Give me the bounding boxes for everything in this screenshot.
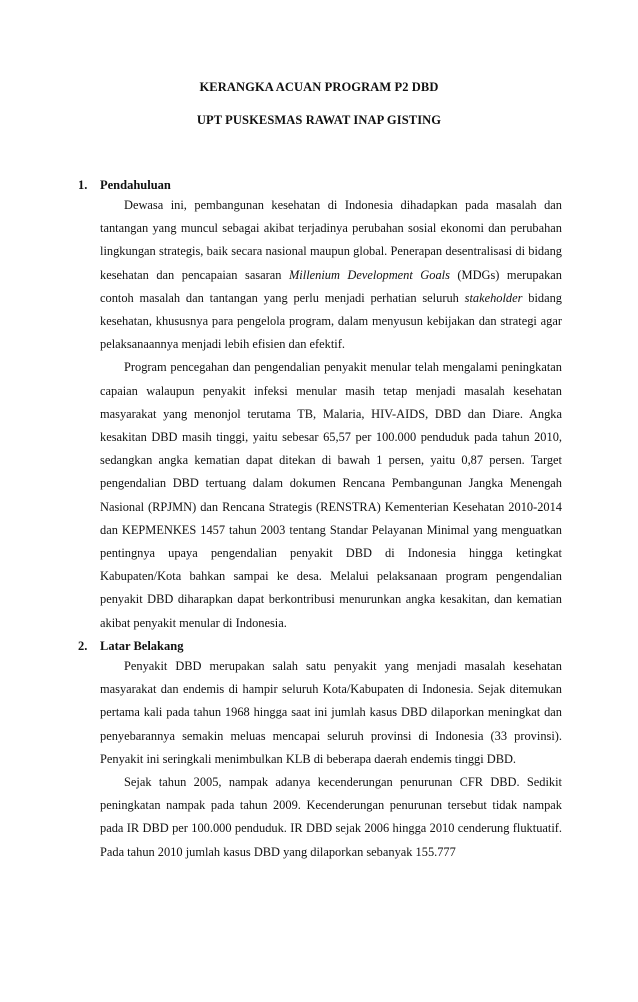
- paragraph: Penyakit DBD merupakan salah satu penyakit yang menjadi masalah kesehatan masyarakat dan endemis di hampir seluruh Kota/Kabupaten di Indonesia. Sejak ditemukan pertama kali pada tahun 1968 hingga saat ini jumlah kasus DBD dilaporkan meningkat dan penyebarannya semakin meluas mencapai seluruh provinsi di Indonesia (33 provinsi). Penyakit ini seringkali menimbulkan KLB di beberapa daerah endemis tinggi DBD.: [100, 659, 562, 766]
- paragraph: [100, 194, 562, 356]
- paragraph: Program pencegahan dan pengendalian penyakit menular telah mengalami peningkatan capaian walaupun penyakit infeksi menular masih tetap menjadi masalah kesehatan masyarakat yang menonjol terutama TB, Malaria, HIV-AIDS, DBD dan Diare. Angka kesakitan DBD masih tinggi, yaitu sebesar 65,57 per 100.000 penduduk pada tahun 2010, sedangkan angka kematian dapat ditekan di bawah 1 persen, yaitu 0,87 persen. Target pengendalian DBD tertuang dalam dokumen Rencana Pembangunan Jangka Menengah Nasional (RPJMN) dan Rencana Strategis (RENSTRA) Kementerian Kesehatan 2010-2014 dan KEPMENKES 1457 tahun 2003 tentang Standar Pelayanan Minimal yang menguatkan pentingnya upaya pengendalian penyakit DBD di Indonesia hingga ketingkat Kabupaten/Kota bahkan sampai ke desa. Melalui pelaksanaan program pengendalian penyakit DBD diharapkan dapat berkontribusi menurunkan angka kesakitan, dan kematian akibat penyakit menular di Indonesia.: [100, 360, 562, 630]
- italic-term: stakeholder: [464, 290, 523, 305]
- paragraph-text: Dewasa ini, pembangunan kesehatan di Indonesia dihadapkan pada masalah dan tantangan yang muncul sebagai akibat terjadinya perubahan sosial ekonomi dan perubahan lingkungan strategis, baik secara nasional maupun global. Penerapan desentralisasi di bidang kesehatan dan pencapaian sasaran: [100, 198, 562, 282]
- section-title: Latar Belakang: [100, 639, 184, 653]
- section-body: [100, 194, 562, 635]
- italic-term: Millenium Development Goals: [288, 267, 450, 282]
- section-heading: [78, 637, 562, 655]
- paragraph: Sejak tahun 2005, nampak adanya kecenderungan penurunan CFR DBD. Sedikit peningkatan nampak pada tahun 2009. Kecenderungan penurunan tersebut tidak nampak pada IR DBD per 100.000 penduduk. IR DBD sejak 2006 hingga 2010 cenderung fluktuatif. Pada tahun 2010 jumlah kasus DBD yang dilaporkan sebanyak 155.777: [100, 775, 562, 859]
- paragraph-text: bidang kesehatan, khususnya para pengelola program, dalam menyusun kebijakan dan strategi agar pelaksanaannya menjadi lebih efisien dan efektif.: [100, 290, 562, 352]
- paragraph-text: (MDGs) merupakan contoh masalah dan tantangan yang perlu menjadi perhatian seluruh: [100, 267, 562, 305]
- document-title: KERANGKA ACUAN PROGRAM P2 DBD: [199, 80, 439, 94]
- section-body: [100, 655, 562, 864]
- section-pendahuluan: [78, 176, 562, 635]
- document-subtitle: UPT PUSKESMAS RAWAT INAP GISTING: [196, 113, 442, 127]
- section-heading: [78, 176, 562, 194]
- section-number: 1.: [78, 178, 88, 192]
- section-number: 2.: [78, 639, 88, 653]
- section-title: Pendahuluan: [100, 178, 171, 192]
- section-latar-belakang: [78, 637, 562, 864]
